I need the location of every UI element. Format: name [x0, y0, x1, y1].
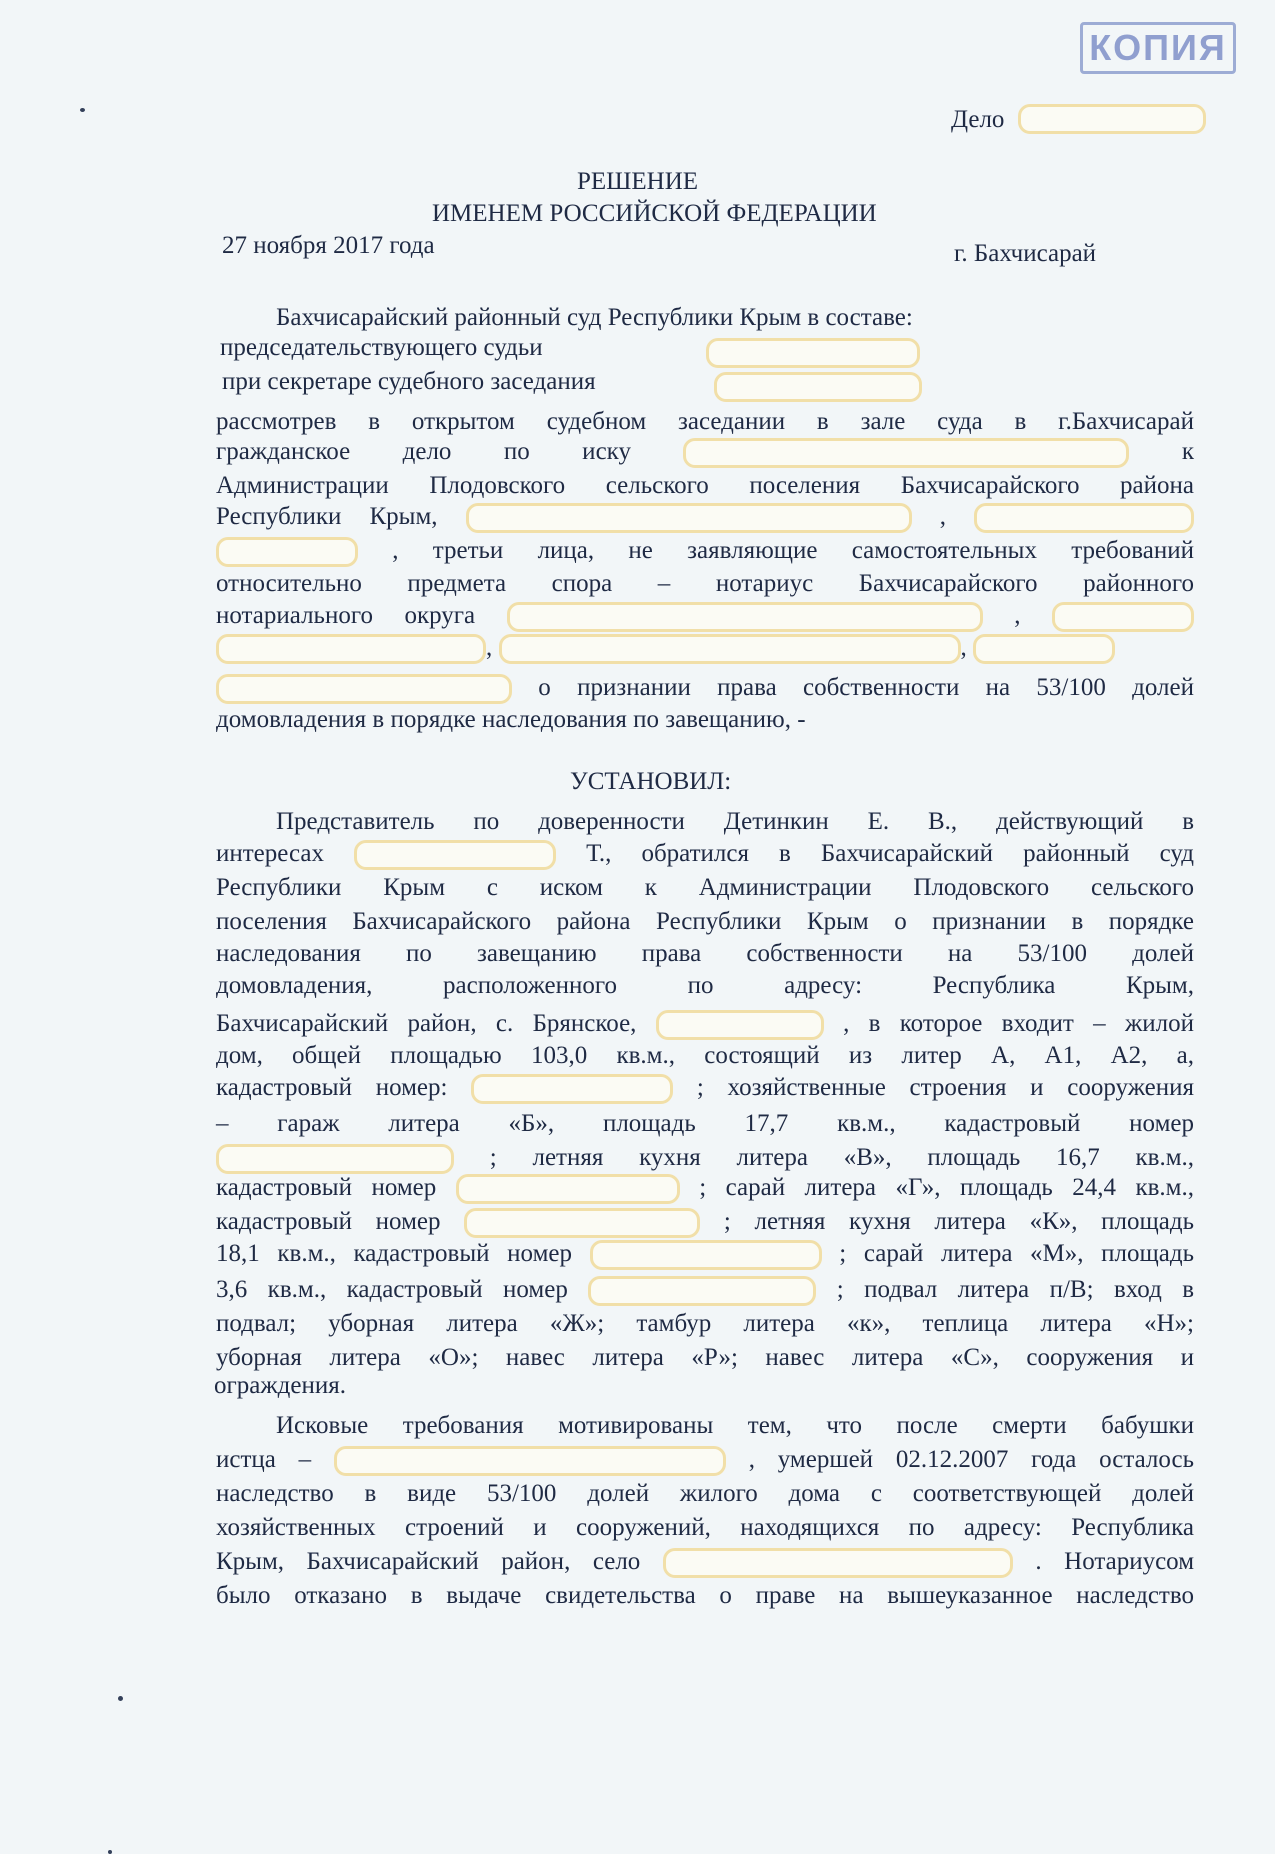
- body-line: домовладения, расположенного по адресу: Республика Крым,: [216, 972, 1194, 999]
- redaction-third-party-2: [216, 634, 486, 664]
- scan-speck: [118, 1696, 123, 1701]
- body-text: ; летняя кухня литера «К», площадь: [723, 1208, 1195, 1235]
- body-line: [216, 1172, 1194, 1204]
- court-line-13: домовладения в порядке наследования по завещанию, -: [216, 706, 806, 733]
- redaction-cadastral-6: [588, 1276, 816, 1306]
- redaction-cadastral-1: [471, 1074, 673, 1104]
- redaction-defendant-3: [216, 537, 358, 567]
- court-line-1: Бахчисарайский районный суд Республики Крым в составе:: [276, 304, 913, 331]
- decision-city: г. Бахчисарай: [954, 240, 1097, 267]
- body-line: ограждения.: [214, 1372, 346, 1399]
- case-label: Дело: [951, 106, 1005, 133]
- body-line: Исковые требования мотивированы тем, что после смерти бабушки: [276, 1412, 1194, 1439]
- body-line: [216, 1274, 1194, 1306]
- redaction-judge: [706, 338, 920, 368]
- body-line: уборная литера «О»; навес литера «Р»; навес литера «С», сооружения и: [216, 1344, 1194, 1371]
- court-line-12b: о признании права собственности на 53/100 долей: [538, 674, 1194, 701]
- document-subtitle: ИМЕНЕМ РОССИЙСКОЙ ФЕДЕРАЦИИ: [432, 200, 877, 227]
- redaction-notary: [507, 602, 983, 632]
- body-text: истца –: [216, 1446, 312, 1473]
- body-text: ; подвал литера п/В; вход в: [836, 1276, 1195, 1303]
- court-line-7: Республики Крым, ,: [216, 501, 1194, 533]
- body-line: Республики Крым с иском к Администрации Плодовского сельского: [216, 874, 1194, 901]
- body-text: ; летняя кухня литера «В», площадь 16,7 кв.м.,: [489, 1144, 1195, 1171]
- body-line: [216, 1444, 1194, 1476]
- body-line: – гараж литера «Б», площадь 17,7 кв.м., кадастровый номер: [216, 1110, 1194, 1137]
- body-line: [216, 1206, 1194, 1238]
- court-line-5a: гражданское дело по иску: [216, 438, 631, 465]
- court-line-5: [216, 436, 1194, 468]
- body-line: наследство в виде 53/100 долей жилого дома с соответствующей долей: [216, 1480, 1194, 1507]
- body-text: ; сарай литера «М», площадь: [839, 1240, 1194, 1267]
- body-line: поселения Бахчисарайского района Республики Крым о признании в порядке: [216, 908, 1194, 935]
- court-line-4: рассмотрев в открытом судебном заседании в зале суда в г.Бахчисарай: [216, 408, 1194, 435]
- court-line-2: председательствующего судьи: [220, 334, 543, 361]
- body-line: [216, 1142, 1194, 1174]
- redaction-third-party-4: [973, 634, 1115, 664]
- body-line: подвал; уборная литера «Ж»; тамбур литера «к», теплица литера «Н»;: [216, 1310, 1194, 1337]
- redaction-third-party-3: [499, 634, 961, 664]
- court-line-9: относительно предмета спора – нотариус Бахчисарайского районного: [216, 570, 1194, 597]
- body-line: было отказано в выдаче свидетельства о праве на вышеуказанное наследство: [216, 1582, 1194, 1609]
- court-line-10: нотариального округа ,: [216, 600, 1194, 632]
- body-text: Т., обратился в Бахчисарайский районный суд: [586, 840, 1194, 867]
- body-line: дом, общей площадью 103,0 кв.м., состоящий из литер А, А1, А2, а,: [216, 1042, 1194, 1069]
- redaction-defendant-2: [974, 503, 1194, 533]
- redaction-plaintiff: [683, 438, 1129, 468]
- body-text: . Нотариусом: [1035, 1548, 1195, 1575]
- redaction-address: [656, 1010, 824, 1040]
- redaction-third-party-1: [1052, 602, 1194, 632]
- court-line-8: [216, 535, 1194, 567]
- body-line: хозяйственных строений и сооружений, находящихся по адресу: Республика: [216, 1514, 1194, 1541]
- body-line: Представитель по доверенности Детинкин Е. В., действующий в: [276, 808, 1194, 835]
- redaction-cadastral-5: [590, 1240, 822, 1270]
- document-title: РЕШЕНИЕ: [576, 168, 699, 195]
- body-line: [216, 1546, 1194, 1578]
- redaction-cadastral-3: [456, 1174, 680, 1204]
- body-text: Крым, Бахчисарайский район, село: [216, 1548, 641, 1575]
- redaction-secretary: [714, 372, 922, 402]
- redaction-defendant-1: [466, 503, 912, 533]
- redaction-grandmother-name: [334, 1446, 726, 1476]
- copy-stamp: КОПИЯ: [1080, 22, 1236, 74]
- body-line: наследования по завещанию права собственности на 53/100 долей: [216, 940, 1194, 967]
- redaction-cadastral-2: [216, 1144, 454, 1174]
- scan-speck: [108, 1850, 112, 1854]
- body-line: [216, 1008, 1194, 1040]
- court-line-3: при секретаре судебного заседания: [222, 368, 596, 395]
- redaction-cadastral-4: [464, 1208, 700, 1238]
- body-text: кадастровый номер:: [216, 1074, 448, 1101]
- court-line-6: Администрации Плодовского сельского поселения Бахчисарайского района: [216, 472, 1194, 499]
- redaction-case-number: [1018, 104, 1206, 134]
- court-line-8b: , третьи лица, не заявляющие самостоятельных требований: [392, 537, 1194, 564]
- body-text: , в которое входит – жилой: [843, 1010, 1194, 1037]
- body-line: [216, 838, 1194, 870]
- body-text: 3,6 кв.м., кадастровый номер: [216, 1276, 568, 1303]
- body-text: кадастровый номер: [216, 1174, 437, 1201]
- redaction-village: [663, 1548, 1013, 1578]
- body-text: кадастровый номер: [216, 1208, 441, 1235]
- body-text: 18,1 кв.м., кадастровый номер: [216, 1240, 572, 1267]
- court-line-5b: к: [1181, 438, 1195, 465]
- body-line: [216, 1072, 1194, 1104]
- body-line: [216, 1238, 1194, 1270]
- court-line-7a: Республики Крым,: [216, 503, 438, 530]
- redaction-plaintiff-name: [354, 840, 556, 870]
- court-line-10a: нотариального округа: [216, 602, 476, 629]
- body-text: Бахчисарайский район, с. Брянское,: [216, 1010, 637, 1037]
- court-line-11: , ,: [216, 632, 1194, 664]
- body-text: ; хозяйственные строения и сооружения: [696, 1074, 1195, 1101]
- redaction-third-party-5: [216, 674, 512, 704]
- section-title: УСТАНОВИЛ:: [570, 768, 732, 795]
- body-text: , умершей 02.12.2007 года осталось: [748, 1446, 1194, 1473]
- body-text: ; сарай литера «Г», площадь 24,4 кв.м.,: [699, 1174, 1195, 1201]
- court-line-12: [216, 672, 1194, 704]
- scan-speck: [80, 108, 85, 112]
- decision-date: 27 ноября 2017 года: [222, 232, 435, 259]
- body-text: интересах: [216, 840, 324, 867]
